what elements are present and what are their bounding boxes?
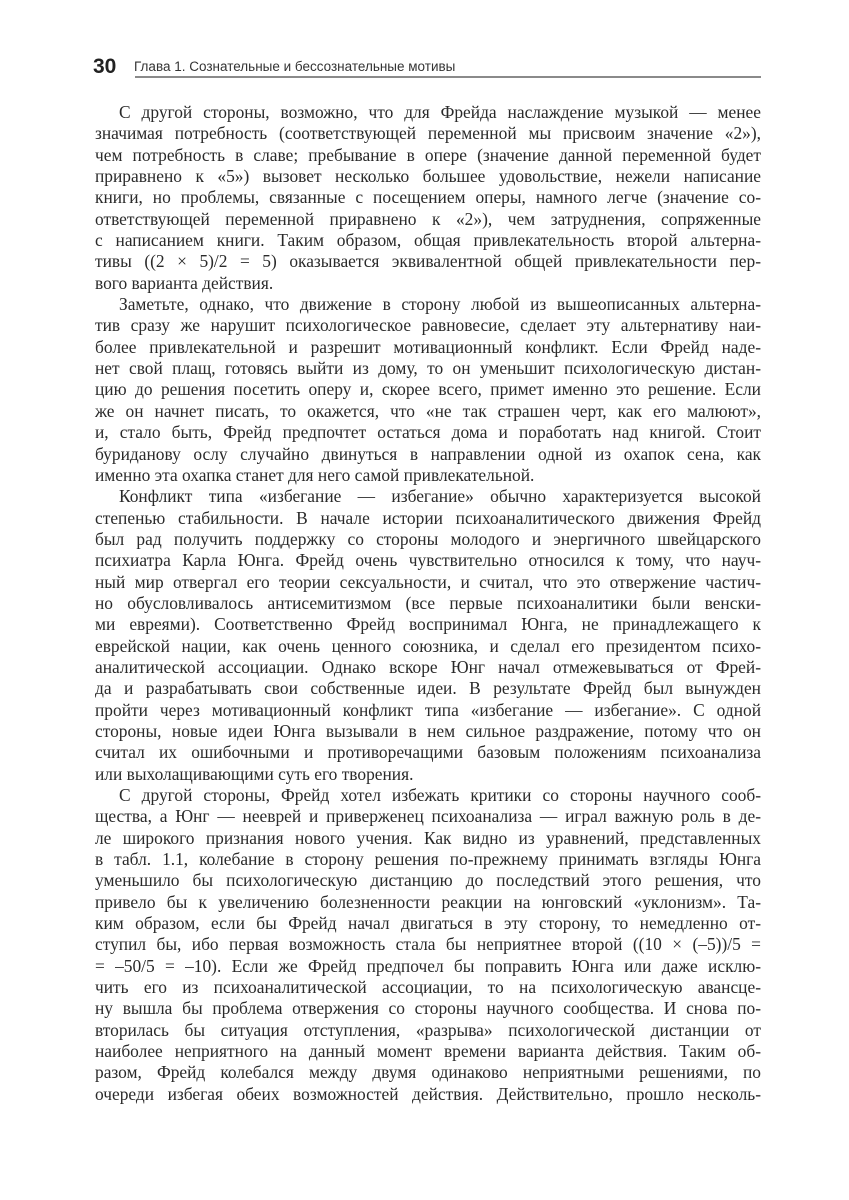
header-rule bbox=[135, 76, 761, 78]
text-line: книги, но проблемы, связанные с посещением оперы, намного легче (значение со- bbox=[95, 187, 761, 208]
text-line: = –50/5 = –10). Если же Фрейд предпочел бы поправить Юнга или даже исклю- bbox=[95, 955, 761, 976]
paragraph bbox=[95, 102, 761, 294]
text-line: степенью стабильности. В начале истории психоаналитического движения Фрейд bbox=[95, 507, 761, 528]
text-line: именно эта охапка станет для него самой привлекательной. bbox=[95, 464, 535, 485]
text-line: но обусловливалось антисемитизмом (все первые психоаналитики были венски- bbox=[95, 592, 761, 613]
text-line: психиатра Карла Юнга. Фрейд очень чувствительно относился к тому, что науч- bbox=[95, 550, 761, 571]
paragraph bbox=[95, 486, 761, 785]
text-line: разом, Фрейд колебался между двумя одинаково неприятными решениями, по bbox=[95, 1062, 761, 1083]
text-line: чить его из психоаналитической ассоциации, то на психологическую авансце- bbox=[95, 977, 761, 998]
text-line: или выхолащивающими суть его творения. bbox=[95, 763, 414, 784]
text-line: пройти через мотивационный конфликт типа «избегание — избегание». С одной bbox=[95, 699, 761, 720]
text-line: щества, а Юнг — нееврей и приверженец психоанализа — играл важную роль в де- bbox=[95, 806, 761, 827]
text-line: с написанием книги. Таким образом, общая привлекательность второй альтерна- bbox=[95, 230, 761, 251]
text-line: ну вышла бы проблема отвержения со стороны научного сообщества. И снова по- bbox=[95, 998, 761, 1019]
text-line: ким образом, если бы Фрейд начал двигаться в эту сторону, то немедленно от- bbox=[95, 913, 761, 934]
text-line: наиболее неприятного на данный момент времени варианта действия. Таким об- bbox=[95, 1041, 761, 1062]
text-line: С другой стороны, Фрейд хотел избежать критики со стороны научного сооб- bbox=[119, 785, 761, 805]
text-line: был рад получить поддержку со стороны молодого и энергичного швейцарского bbox=[95, 528, 761, 549]
text-line: аналитической ассоциации. Однако вскоре Юнг начал отмежевываться от Фрей- bbox=[95, 656, 761, 677]
text-line: значимая потребность (соответствующей переменной мы присвоим значение «2»), bbox=[95, 123, 761, 144]
running-title: Глава 1. Сознательные и бессознательные мотивы bbox=[134, 59, 456, 74]
text-line: более привлекательной и разрешит мотивационный конфликт. Если Фрейд наде- bbox=[95, 336, 761, 357]
text-line: еврейской нации, как очень ценного союзника, и сделал его президентом психо- bbox=[95, 635, 761, 656]
text-line: уменьшило бы психологическую дистанцию до последствий этого решения, что bbox=[95, 870, 761, 891]
text-line: Заметьте, однако, что движение в сторону любой из вышеописанных альтерна- bbox=[119, 294, 761, 315]
text-line: тивы ((2 × 5)/2 = 5) оказывается эквивалентной общей привлекательности пер- bbox=[95, 251, 761, 272]
text-line: нет свой плащ, готовясь выйти из дому, то он уменьшит психологическую дистан- bbox=[95, 358, 761, 379]
text-line: приравнено к «5») вызовет несколько большее удовольствие, нежели написание bbox=[95, 166, 761, 187]
running-header bbox=[93, 52, 761, 78]
text-line: С другой стороны, возможно, что для Фрейда наслаждение музыкой — менее bbox=[119, 102, 761, 122]
text-line: вторилась бы ситуация отступления, «разрыва» психологической дистанции от bbox=[95, 1019, 761, 1040]
text-line: Конфликт типа «избегание — избегание» обычно характеризуется высокой bbox=[119, 486, 761, 507]
text-line: привело бы к увеличению болезненности реакции на юнговский «уклонизм». Та- bbox=[95, 891, 761, 912]
text-line: ле широкого признания нового учения. Как видно из уравнений, представленных bbox=[95, 827, 761, 848]
text-line: считал их ошибочными и противоречащими базовым положениям психоанализа bbox=[95, 742, 761, 763]
text-line: цию до решения посетить оперу и, скорее всего, примет именно это решение. Если bbox=[95, 379, 761, 400]
paragraph bbox=[95, 294, 761, 486]
text-line: тив сразу же нарушит психологическое равновесие, сделает эту альтернативу наи- bbox=[95, 315, 761, 336]
text-line: же он начнет писать, то окажется, что «не так страшен черт, как его малюют», bbox=[95, 400, 761, 421]
paragraph bbox=[95, 785, 761, 1105]
text-line: вого варианта действия. bbox=[95, 272, 274, 293]
text-line: да и разрабатывать свои собственные идеи. В результате Фрейд был вынужден bbox=[95, 678, 761, 699]
text-line: чем потребность в славе; пребывание в опере (значение данной переменной будет bbox=[95, 144, 761, 165]
text-line: очереди избегая обеих возможностей действия. Действительно, прошло несколь- bbox=[95, 1083, 761, 1104]
text-line: ный мир отвергал его теории сексуальности, и считал, что это отвержение частич- bbox=[95, 571, 761, 592]
text-line: в табл. 1.1, колебание в сторону решения по-прежнему принимать взгляды Юнга bbox=[95, 849, 761, 870]
text-line: ответствующей переменной приравнено к «2»), чем затруднения, сопряженные bbox=[95, 208, 761, 229]
text-line: и, стало быть, Фрейд предпочтет остаться дома и поработать над книгой. Стоит bbox=[95, 422, 761, 443]
page-number: 30 bbox=[93, 55, 117, 78]
text-line: буриданову ослу случайно двинуться в направлении одной из охапок сена, как bbox=[95, 443, 761, 464]
text-line: стороны, новые идеи Юнга вызывали в нем сильное раздражение, потому что он bbox=[95, 720, 761, 741]
page-body bbox=[95, 102, 761, 1105]
text-line: ми евреями). Соответственно Фрейд воспринимал Юнга, не принадлежащего к bbox=[95, 614, 761, 635]
text-line: ступил бы, ибо первая возможность стала бы неприятнее второй ((10 × (–5))/5 = bbox=[95, 934, 761, 955]
